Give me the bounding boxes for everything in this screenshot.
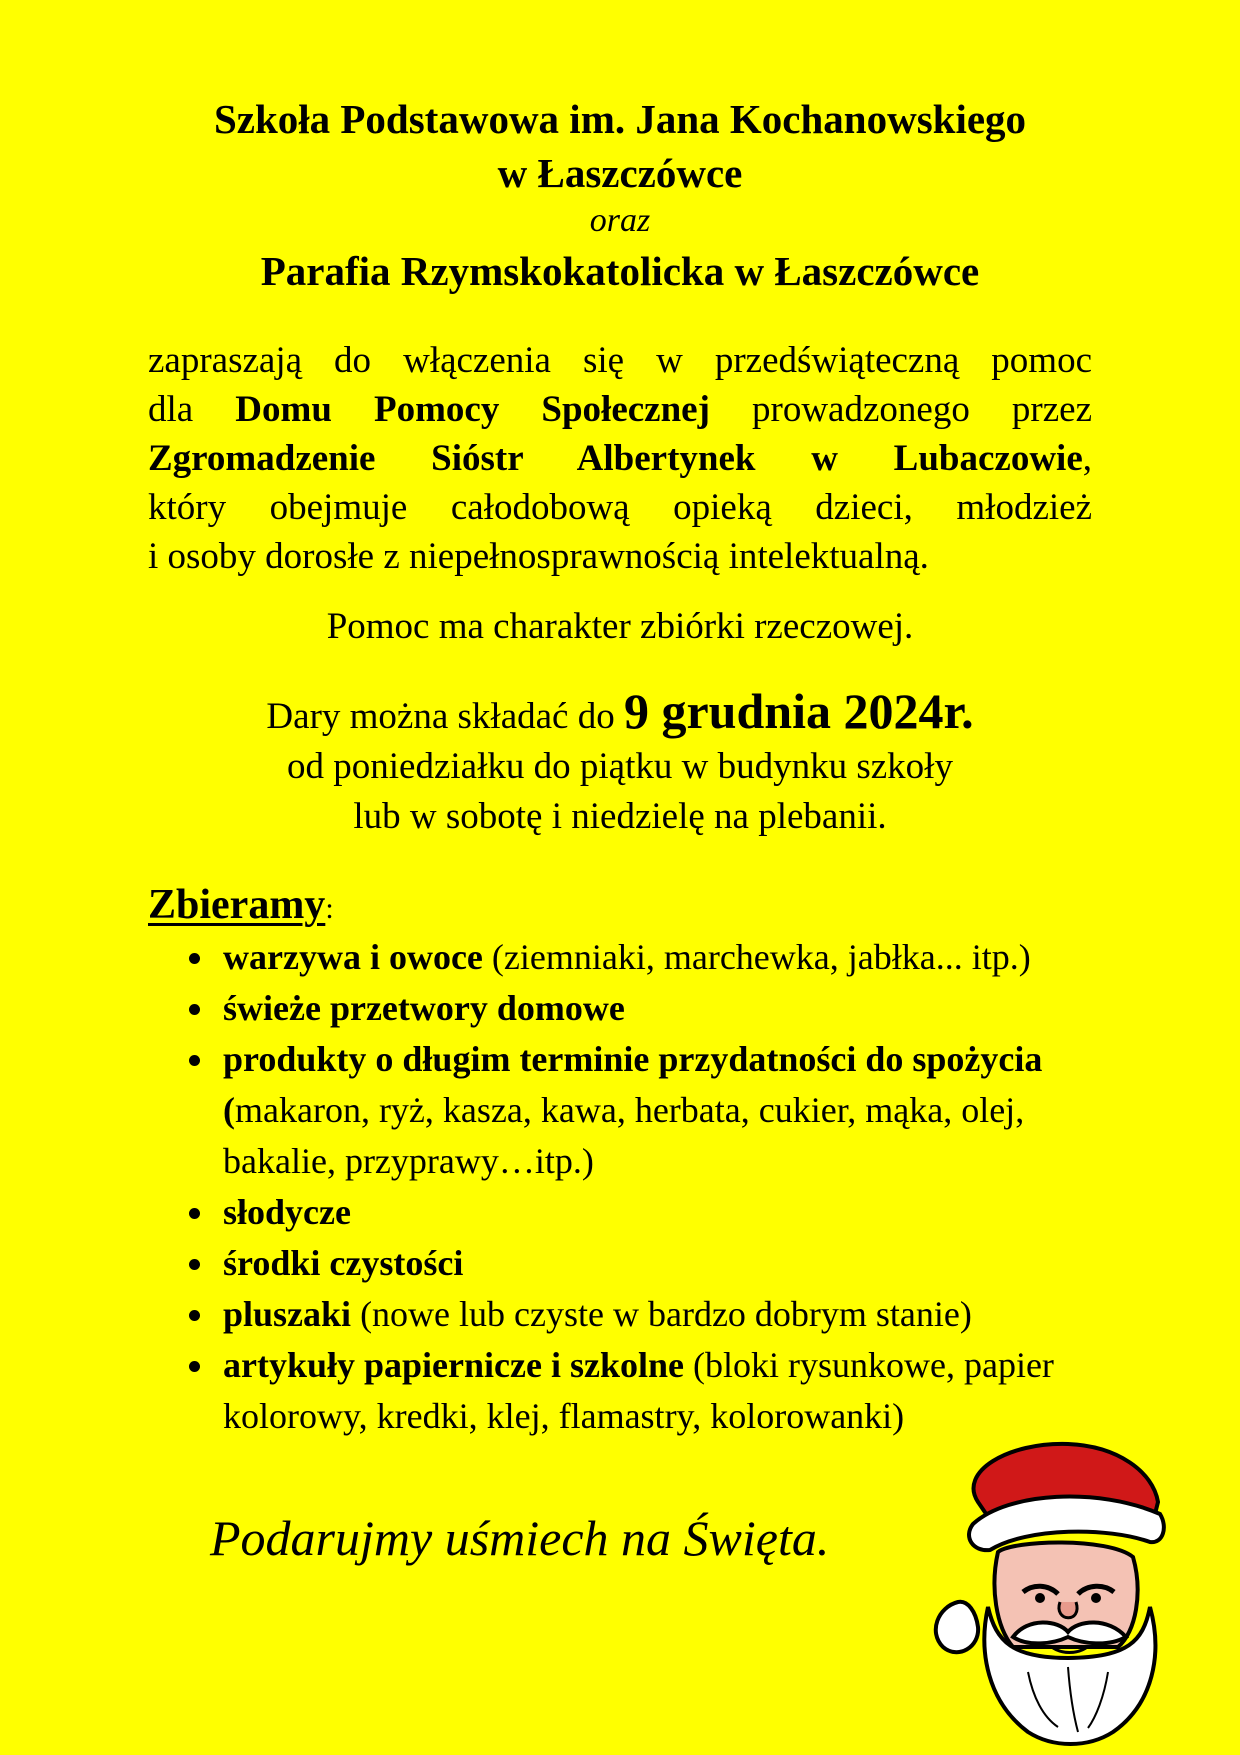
bullet-icon [189,1361,200,1372]
poster-header [0,92,1240,298]
collection-type-text: Pomoc ma charakter zbiórki rzeczowej. [326,606,914,647]
intro-line-2: dla Domu Pomocy Społecznej prowadzonego przez [148,389,1092,430]
list-item: produkty o długim terminie przydatności do spożycia (makaron, ryż, kasza, kawa, herbata, cukier, mąka, olej, bakalie, przyprawy…itp.) [148,1034,1108,1187]
list-item: świeże przetwory domowe [148,983,1108,1034]
bullet-icon [189,1004,200,1015]
intro-line-5: i osoby dorosłe z niepełnosprawnością intelektualną. [148,536,929,577]
santa-icon [918,1432,1180,1750]
list-item: warzywa i owoce (ziemniaki, marchewka, jabłka... itp.) [148,932,1108,983]
bullet-icon [189,1208,200,1219]
deadline-date: 9 grudnia 2024r. [623,683,974,739]
intro-line-4: który obejmuje całodobową opieką dzieci, młodzież [148,487,1092,528]
bullet-icon [189,953,200,964]
intro-line-1: zapraszają do włączenia się w przedświąteczną pomoc [148,340,1092,381]
bullet-icon [189,1055,200,1066]
intro-line-3: Zgromadzenie Sióstr Albertynek w Lubaczowie, [148,438,1092,479]
intro-paragraph [148,336,1092,581]
list-item: środki czystości [148,1238,1108,1289]
items-list [148,932,1108,1442]
parish-name: Parafia Rzymskokatolicka w Łaszczówce [260,248,980,294]
bullet-icon [189,1259,200,1270]
donation-info [0,683,1240,842]
school-location: w Łaszczówce [497,150,743,196]
school-name: Szkoła Podstawowa im. Jana Kochanowskiego [213,96,1027,142]
list-item: artykuły papiernicze i szkolne (bloki rysunkowe, papier kolorowy, kredki, klej, flamastry, kolorowanki) [148,1340,1108,1442]
deadline-line: Dary można składać do 9 grudnia 2024r. [266,683,974,739]
closing-slogan: Podarujmy uśmiech na Święta. [210,1510,830,1566]
dps-name: Domu Pomocy Społecznej [235,389,710,430]
list-item: pluszaki (nowe lub czyste w bardzo dobrym stanie) [148,1289,1108,1340]
weekend-location: lub w sobotę i niedzielę na plebanii. [353,796,887,837]
list-item: słodycze [148,1187,1108,1238]
weekday-location: od poniedziałku do piątku w budynku szkoły [287,746,953,787]
conjunction-text: oraz [589,202,651,239]
bullet-icon [189,1310,200,1321]
collecting-heading: Zbieramy: [148,882,334,928]
congregation-name: Zgromadzenie Sióstr Albertynek w Lubaczowie [148,438,1083,479]
